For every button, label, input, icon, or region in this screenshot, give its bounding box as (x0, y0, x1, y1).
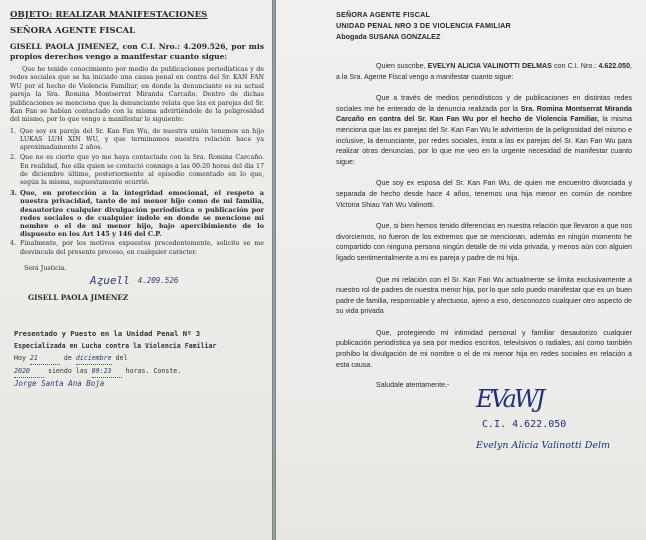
declaration-list (10, 128, 264, 257)
handwritten-ci: C.I. 4.622.050 (482, 419, 567, 430)
context-paragraph: Que a través de medios periodísticos y de publicaciones en distintas redes sociales me he enterado de la denuncia realizada por la Sra. Romina Montserrat Miranda Carcaño en contra del Sr. Kan Fan Wu por el hecho de Violencia Familiar, la misma menciona que las ex parejas del Sr. Kan Fan Wu le advirtieron de la peligrosidad del mismo e inclusive, la denunciante, por redes sociales, insta a las ex parejas del Sr. Kan Fan Wu para realizar otras denuncias, por lo que me veo en la urgente necesidad de manifestar cuanto sigue: (336, 94, 632, 166)
handwritten-name: Evelyn Alicia Valinotti Delm (476, 440, 610, 451)
handwritten-ci: 4.209.526 (137, 275, 179, 285)
prosecutor-heading: Abogada SUSANA GONZALEZ (336, 32, 441, 41)
right-document-page (276, 0, 646, 540)
signature-block (476, 385, 646, 451)
differences-paragraph: Que, si bien hemos tenido diferencias en nuestra relación que llevaron a que nos divorciemos, no fueron de los extremos que se mencionan, además en ningún momento he compartido con ninguna persona ningún detalle de mi vida privada, y menos aún con alguien ligado sentimentalmente a mi ex pareja y padre de mi hija. (336, 222, 632, 262)
declaration-item-1: 1. Que soy ex pareja del Sr. Kan Fan Wu, de nuestra unión tenemos un hijo LUKAS LUH XIN WU, y que terminamos nuestra relación hace ya aproximadamente 2 años. (10, 127, 264, 152)
stamp-subtitle: Especializada en Lucha contra la Violencia Familiar (14, 341, 217, 350)
object-heading: OBJETO: REALIZAR MANIFESTACIONES (10, 10, 208, 20)
handwritten-signature: EVaWJ (476, 385, 543, 413)
closing-greeting: Saludale atentamente.- (376, 381, 450, 390)
relationship-paragraph: Que soy ex esposa del Sr. Kan Fan Wu, de quien me encuentro divorciada y separada de hecho desde hace 4 años, tenemos una hija menor en común de nombre Victoria Shiau Yah Wu Valinotti. (336, 179, 632, 209)
declaration-item-3: 3. Que, en protección a la integridad emocional, el respeto a nuestra privacidad, tanto de mi menor hijo como de mi familia, desautorizo cualquier divulgación periodística o publicación por redes sociales o de cualquier índole en donde se mencione mi nombre o el de mi menor hijo, bajo apercibimiento de lo dispuesto en los Art 145 y 146 del C.P. (10, 189, 264, 239)
addressee-heading: SEÑORA AGENTE FISCAL (336, 10, 431, 19)
stamp-month: diciembre (76, 352, 112, 365)
addressee-heading: SEÑORA AGENTE FISCAL (10, 26, 136, 36)
reception-stamp (14, 328, 264, 390)
unit-heading: UNIDAD PENAL NRO 3 DE VIOLENCIA FAMILIAR (336, 21, 511, 30)
declaration-item-2: 2. Que no es cierto que yo me haya contactado con la Sra. Romina Carcaño. En realidad, fue ella quien se contactó conmigo a las 00:20 horas del día 17 de diciembre último, posteriormente al episodio comentado en lo que, según la misma, supuestamente ocurrió. (10, 154, 264, 187)
handwritten-signature: Aȥuell (90, 273, 130, 287)
context-paragraph: Que he tenido conocimiento por medio de publicaciones periodísticas y de redes sociales que se ha iniciado una causa penal en contra del Sr. KAN FAN WU por el hecho de Violencia Familiar, en donde la denunciante es su actual pareja la Sra. Romina Montserrat Miranda Carcaño. Dentro de dichas publicaciones se menciona que la denunciante relata que las ex parejas del Sr. Kan Fan se habían contactado con la misma advirtiéndole de la peligrosidad del mismo, por lo que vengo a manifestar lo siguiente: (10, 66, 264, 124)
stamp-date-line: Hoy 21 de diciembre del (14, 352, 264, 365)
intro-paragraph: GISELL PAOLA JIMENEZ, con C.I. Nro.: 4.209.526, por mis propios derechos vengo a manifestar cuanto sigue: (10, 42, 264, 61)
stamp-signature: Jorge Santa Ana Boja (14, 378, 105, 388)
stamp-day: 21 (30, 352, 60, 365)
stamp-hour: 09:23 (92, 365, 122, 378)
privacy-paragraph: Que, protegiendo mi intimidad personal y familiar desautorizo cualquier publicación periodística ya sea por medios escritos, televisivos o radiales, así como también prohíbo la divulgación de mi nombre o el de mi menor hija en redes sociales en relación a esta causa. (336, 328, 632, 369)
stamp-time-line: 2020 siendo las 09:23 horas. Conste. (14, 365, 264, 378)
declaration-item-4: 4. Finalmente, por los motivos expuestos precedentemente, solicito se me desvincule del presente proceso, en cualquier carácter. (10, 240, 264, 256)
intro-paragraph: Quien suscribe, EVELYN ALICIA VALINOTTI DELMAS con C.I. Nro.: 4.622.050, a la Sra. Agente Fiscal vengo a manifestar cuanto sigue: (336, 62, 632, 81)
signer-name: GISELL PAOLA JIMENEZ (28, 292, 129, 302)
closing-formula: Será Justicia. (24, 264, 67, 272)
stamp-title: Presentado y Puesto en la Unidad Penal Nº 3 (14, 328, 201, 338)
left-document-page (0, 0, 272, 540)
stamp-year: 2020 (14, 365, 44, 378)
signature-area (90, 274, 264, 287)
current-relation-paragraph: Que mi relación con el Sr. Kan Fan Wu actualmente se limita exclusivamente a nuestro rol de padres de nuestra menor hija, por lo que solo puedo manifestar que es un buen padre de familia, responsable y afectuoso, ajeno a eso, desconozco cualquier otro aspecto de su vida privada (336, 275, 632, 316)
